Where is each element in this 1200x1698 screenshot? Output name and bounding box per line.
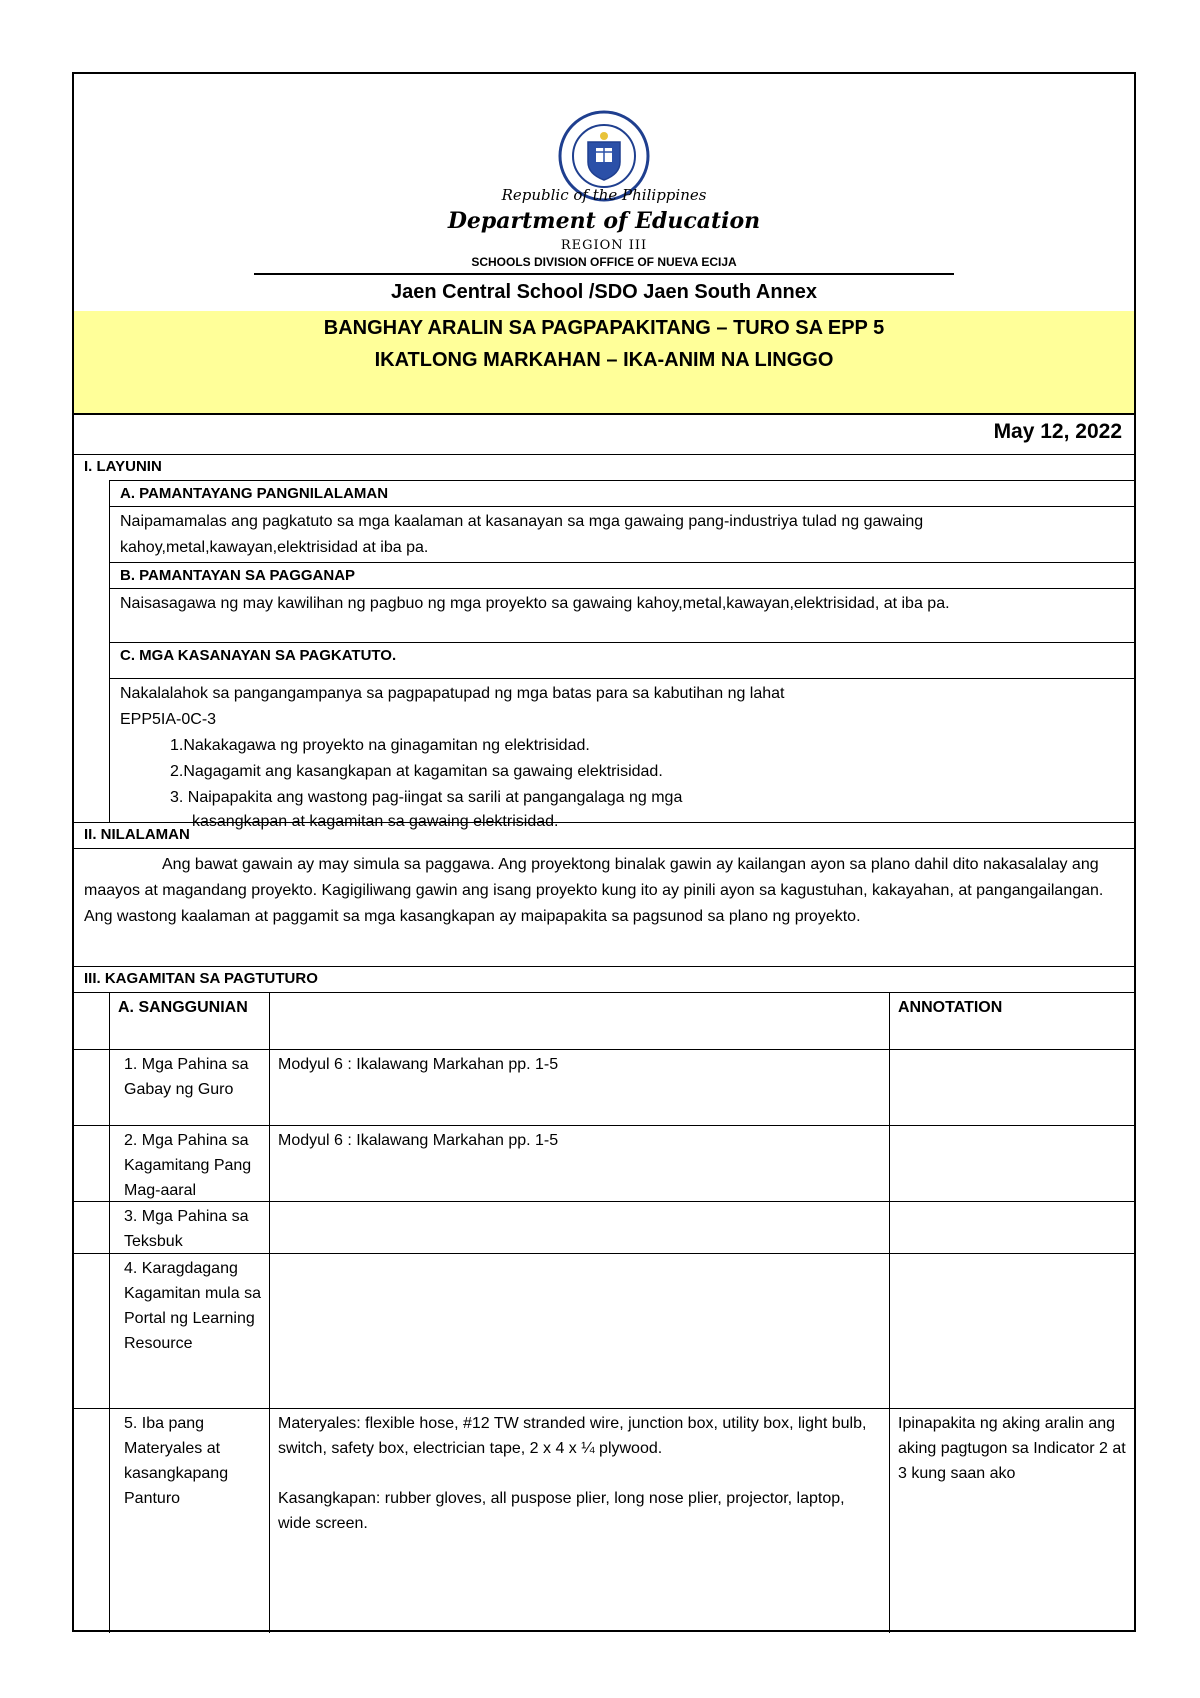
nilalaman-body: Ang bawat gawain ay may simula sa paggawa. Ang proyektong binalak gawin ay kailangan ayon sa plano dahil dito nakasalalay ang maayos at magandang proyekto. Kagigiliwang gawin ang isang proyekto kung ito ay pinili ayon sa kagustuhan, kakayahan, at pangangailangan. Ang wastong kaalaman at paggamit sa mga kasangkapan ay maipapakita sa pagsunod sa plano ng proyekto. [74,848,1134,966]
kasanayan-header: C. MGA KASANAYAN SA PAGKATUTO. [109,642,1134,678]
annotation-header: ANNOTATION [889,993,1136,1050]
table-row: 3. Mga Pahina sa Teksbuk [74,1201,1134,1253]
pamantayang-pangnilalaman-body: Naipamamalas ang pagkatuto sa mga kaalaman at kasanayan sa mga gawaing pang-industriya tulad ng gawaing kahoy,metal,kawayan,elektrisidad at iba pa. [109,506,1134,562]
table-row: 2. Mga Pahina sa Kagamitang Pang Mag-aaral Modyul 6 : Ikalawang Markahan pp. 1-5 [74,1125,1134,1201]
layunin-row [74,454,1134,480]
date-row [74,414,1134,454]
division-office: SCHOOLS DIVISION OFFICE OF NUEVA ECIJA [471,255,737,269]
kagamitan-heading: III. KAGAMITAN SA PAGTUTURO [84,970,318,987]
sanggunian-header: A. SANGGUNIAN [109,993,269,1050]
title-band [74,311,1134,382]
school-name: Jaen Central School /SDO Jaen South Annex [390,281,817,303]
nilalaman-heading: II. NILALAMAN [84,826,190,843]
table-row: 5. Iba pang Materyales at kasangkapang Panturo Materyales: flexible hose, #12 TW stranded wire, junction box, utility box, light bulb, switch, safety box, electrician tape, 2 x 4 x ¼ plywood. Kasangkapan: rubber gloves, all puspose plier, long nose plier, projector, laptop, wide screen. Ipinapakita ng aking aralin ang aking pagtugon sa Indicator 2 at 3 kung saan ako [74,1408,1134,1632]
table-row: 4. Karagdagang Kagamitan mula sa Portal ng Learning Resource [74,1253,1134,1408]
layunin-heading: I. LAYUNIN [84,458,162,475]
lesson-date: May 12, 2022 [993,420,1122,443]
header-divider [254,273,954,275]
department-name: Department of Education [447,208,761,234]
annotation-text: Ipinapakita ng aking aralin ang aking pagtugon sa Indicator 2 at 3 kung saan ako [889,1409,1136,1633]
pamantayang-pangnilalaman-header: A. PAMANTAYANG PANGNILALAMAN [109,480,1134,506]
competency-code: EPP5IA-0C-3 [120,711,217,728]
lesson-plan-page [72,72,1136,1632]
table-row: 1. Mga Pahina sa Gabay ng Guro Modyul 6 : Ikalawang Markahan pp. 1-5 [74,1049,1134,1125]
materyales-text: Materyales: flexible hose, #12 TW stranded wire, junction box, utility box, light bulb, switch, safety box, electrician tape, 2 x 4 x ¼ plywood. [278,1415,867,1457]
kagamitan-header-row [74,992,1134,1049]
plan-subtitle: IKATLONG MARKAHAN – IKA-ANIM NA LINGGO [374,349,834,371]
pamantayan-sa-pagganap-body: Naisasagawa ng may kawilihan ng pagbuo ng mga proyekto sa gawaing kahoy,metal,kawayan,elektrisidad, at iba pa. [109,588,1134,642]
kasanayan-body: Nakalalahok sa pangangampanya sa pagpapatupad ng mga batas para sa kabutihan ng lahat EPP5IA-0C-3 1.Nakakagawa ng proyekto na ginagamitan ng elektrisidad. 2.Nagagamit ang kasangkapan at kagamitan sa gawaing elektrisidad. 3. Naipapakita ang wastong pag-iingat sa sarili at pangangalaga ng mga kasangkapan at kagamitan sa gawaing elektrisidad. [109,678,1134,822]
pamantayan-sa-pagganap-header: B. PAMANTAYAN SA PAGGANAP [109,562,1134,588]
letterhead [74,74,1134,312]
republic-line: Republic of the Philippines [501,186,707,204]
plan-title: BANGHAY ARALIN SA PAGPAPAKITANG – TURO SA EPP 5 [323,317,885,339]
blank-yellow-row [74,381,1134,414]
kasangkapan-text: Kasangkapan: rubber gloves, all puspose plier, long nose plier, projector, laptop, wide screen. [278,1490,845,1532]
kagamitan-row [74,966,1134,992]
region-line: REGION III [560,238,648,253]
nilalaman-row [74,822,1134,848]
